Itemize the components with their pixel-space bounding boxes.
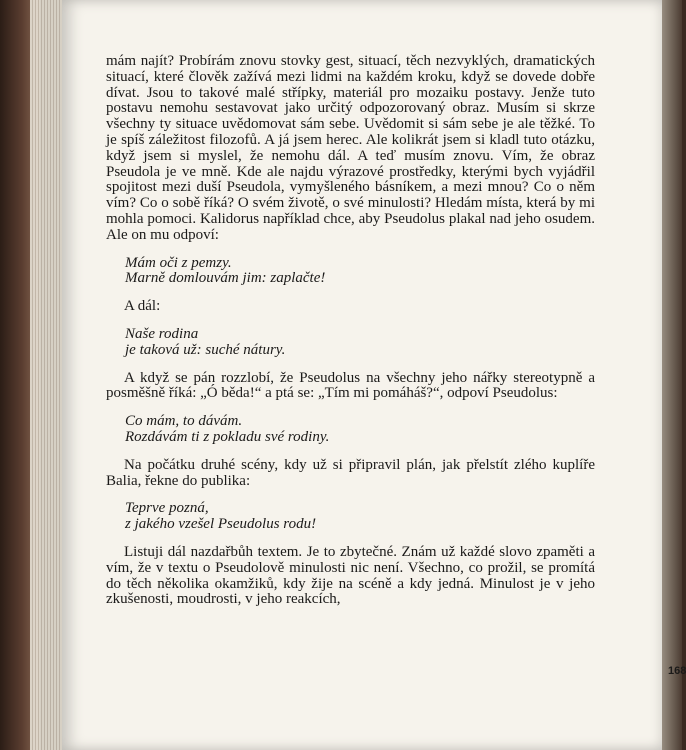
verse-line: Naše rodina [125, 325, 199, 342]
verse-line: Rozdávám ti z pokladu své rodiny. [125, 428, 330, 445]
page-number: 168 [668, 665, 686, 677]
paragraph-4: Na počátku druhé scény, kdy už si připravil plán, jak přelstít zlého kuplíře Balia, řekne do publika: [106, 456, 595, 489]
verse-line: Teprve pozná, [125, 500, 209, 517]
verse-4 [106, 501, 595, 533]
verse-line: je taková už: suché nátury. [125, 341, 286, 358]
paragraph-3: A když se pán rozzlobí, že Pseudolus na všechny jeho nářky stereotypně a posměšně říká: „Ó běda!“ a ptá se: „Tím mi pomáháš?“, odpoví Pseudolus: [106, 369, 595, 402]
verse-1 [106, 256, 595, 288]
verse-line: Mám oči z pemzy. [125, 254, 232, 271]
paragraph-2: A dál: [124, 298, 161, 315]
book-page [62, 0, 686, 750]
paragraph-5: Listuji dál nazdařbůh textem. Je to zbytečné. Znám už každé slovo zpaměti a vím, že v textu o Pseudolově minulosti nic není. Všechno, co prožil, se promítá do těch několika okamžiků, kdy žije na scéně a kdy jedná. Minulost je v jeho zkušenosti, moudrosti, v jeho reakcích, [106, 543, 595, 608]
verse-2 [106, 327, 595, 359]
page-body [106, 54, 595, 608]
verse-line: Co mám, to dávám. [125, 413, 243, 430]
verse-line: z jakého vzešel Pseudolus rodu! [125, 516, 317, 533]
verse-line: Marně domlouvám jim: zaplačte! [125, 270, 326, 287]
verse-3 [106, 414, 595, 446]
paragraph-1: mám najít? Probírám znovu stovky gest, situací, těch nezvyklých, dramatických situací, které člověk zažívá mezi lidmi na každém kroku, když se dovede dobře dívat. Jsou to takové malé střípky, materiál pro mozaiku postavy. Jenže tuto postavu nemohu sestavovat jako určitý odpozorovaný obraz. Musím si skrze všechny ty situace uvědomovat sám sebe. Uvědomit si sám sebe je ale těžké. To je spíš záležitost filozofů. A já jsem herec. Ale kolikrát jsem si kladl tuto otázku, když jsem si myslel, že nemohu dál. A teď musím znovu. Vím, že obraz Pseudola je ve mně. Kde ale najdu výrazové prostředky, kterými bych vyjádřil spojitost mezi duší Pseudola, vymyšleného básníkem, a mezi mnou? Co o něm vím? Co o sobě říká? O svém životě, o své minulosti? Hledám místa, která by mi mohla pomoci. Kalidorus například chce, aby Pseudolus plakal nad jeho osudem. Ale on mu odpoví: [106, 53, 595, 243]
